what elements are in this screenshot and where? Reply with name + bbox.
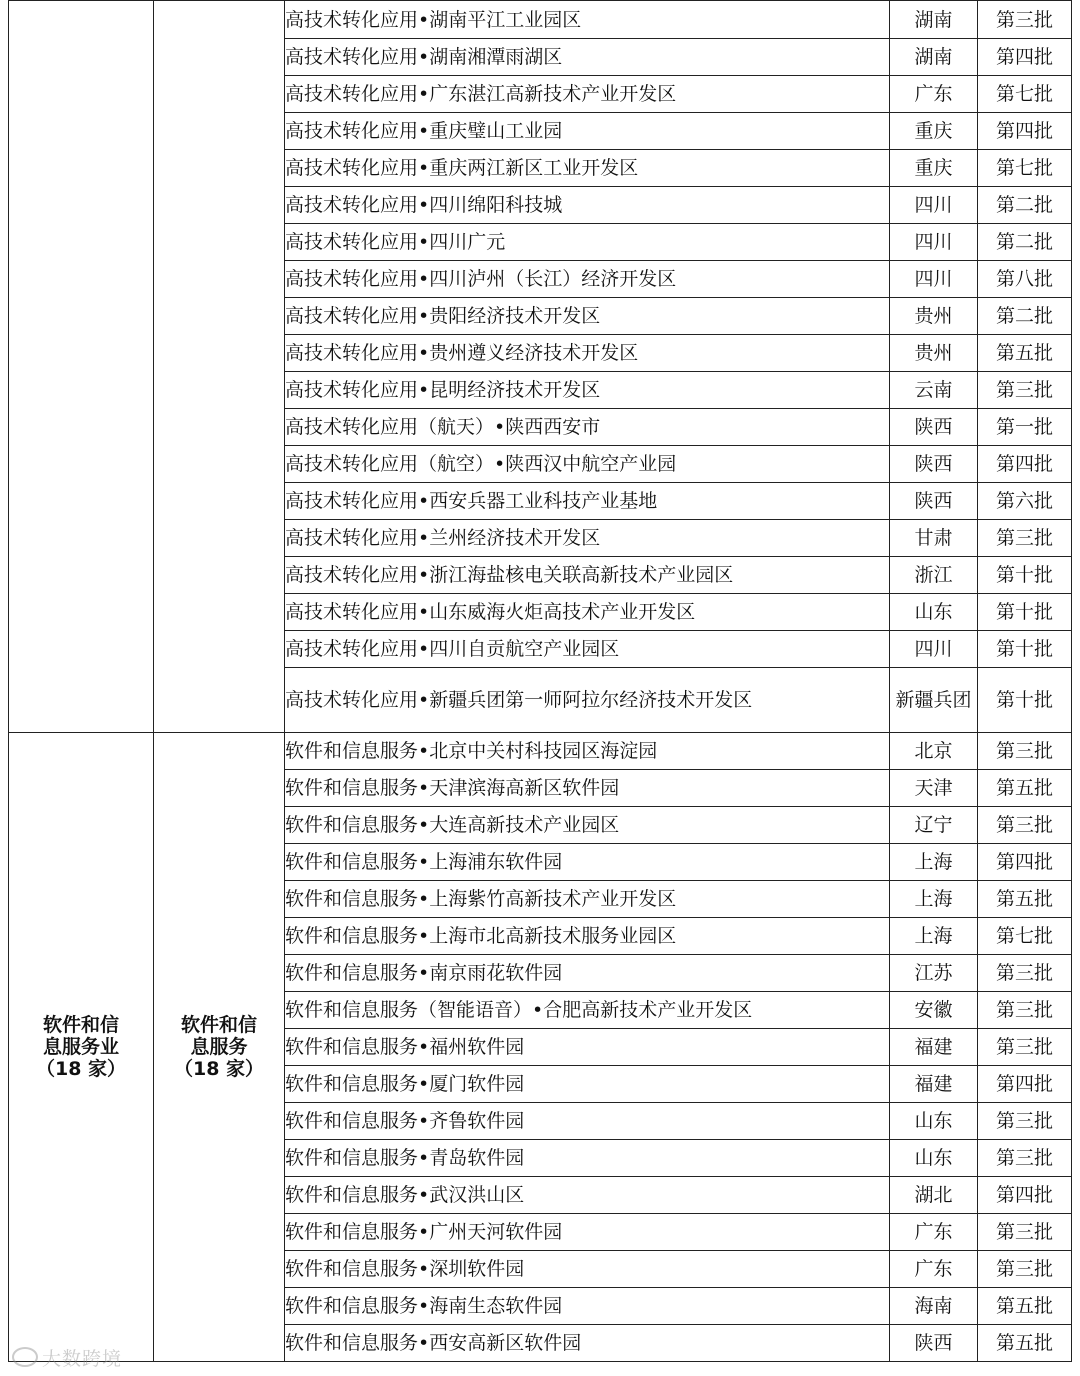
park-name: 软件和信息服务•福州软件园 xyxy=(285,1029,890,1066)
park-name: 高技术转化应用•四川广元 xyxy=(285,224,890,261)
park-name: 软件和信息服务•厦门软件园 xyxy=(285,1066,890,1103)
industry-line: （18 家） xyxy=(35,1058,127,1080)
category-line: 软件和信 xyxy=(180,1014,257,1036)
batch: 第三批 xyxy=(978,1,1072,39)
category-line: （18 家） xyxy=(173,1058,265,1080)
batch: 第三批 xyxy=(978,372,1072,409)
batch: 第五批 xyxy=(978,1288,1072,1325)
park-name: 高技术转化应用•昆明经济技术开发区 xyxy=(285,372,890,409)
batch: 第五批 xyxy=(978,1325,1072,1362)
batch: 第七批 xyxy=(978,918,1072,955)
park-name: 高技术转化应用•山东威海火炬高技术产业开发区 xyxy=(285,594,890,631)
batch: 第三批 xyxy=(978,992,1072,1029)
province: 广东 xyxy=(890,1251,978,1288)
province: 贵州 xyxy=(890,335,978,372)
category-cell-empty xyxy=(154,1,285,733)
batch: 第三批 xyxy=(978,1103,1072,1140)
park-name: 软件和信息服务•武汉洪山区 xyxy=(285,1177,890,1214)
province: 四川 xyxy=(890,224,978,261)
watermark-text: 大数跨境 xyxy=(42,1348,123,1370)
park-name: 软件和信息服务•青岛软件园 xyxy=(285,1140,890,1177)
province: 陕西 xyxy=(890,483,978,520)
park-name: 高技术转化应用（航天）•陕西西安市 xyxy=(285,409,890,446)
park-name: 高技术转化应用•四川绵阳科技城 xyxy=(285,187,890,224)
park-name: 高技术转化应用•西安兵器工业科技产业基地 xyxy=(285,483,890,520)
province: 甘肃 xyxy=(890,520,978,557)
batch: 第十批 xyxy=(978,668,1072,733)
park-name: 高技术转化应用•四川泸州（长江）经济开发区 xyxy=(285,261,890,298)
province: 山东 xyxy=(890,1140,978,1177)
batch: 第三批 xyxy=(978,1140,1072,1177)
park-name: 软件和信息服务•南京雨花软件园 xyxy=(285,955,890,992)
park-name: 高技术转化应用•四川自贡航空产业园区 xyxy=(285,631,890,668)
table-row xyxy=(9,733,1072,770)
park-name: 软件和信息服务•海南生态软件园 xyxy=(285,1288,890,1325)
batch: 第四批 xyxy=(978,844,1072,881)
park-name: 高技术转化应用•兰州经济技术开发区 xyxy=(285,520,890,557)
park-name: 软件和信息服务•西安高新区软件园 xyxy=(285,1325,890,1362)
batch: 第五批 xyxy=(978,335,1072,372)
batch: 第三批 xyxy=(978,733,1072,770)
table-row xyxy=(9,1,1072,39)
park-name: 高技术转化应用•贵州遵义经济技术开发区 xyxy=(285,335,890,372)
industry-line: 软件和信 xyxy=(42,1014,119,1036)
watermark xyxy=(12,1344,122,1371)
province: 湖南 xyxy=(890,1,978,39)
batch: 第二批 xyxy=(978,298,1072,335)
batch: 第四批 xyxy=(978,1066,1072,1103)
province: 上海 xyxy=(890,918,978,955)
batch: 第四批 xyxy=(978,1177,1072,1214)
category-cell xyxy=(154,733,285,1362)
batch: 第二批 xyxy=(978,224,1072,261)
batch: 第十批 xyxy=(978,631,1072,668)
province: 辽宁 xyxy=(890,807,978,844)
province: 湖北 xyxy=(890,1177,978,1214)
province: 贵州 xyxy=(890,298,978,335)
industry-line: 息服务业 xyxy=(42,1036,119,1058)
province: 海南 xyxy=(890,1288,978,1325)
province: 江苏 xyxy=(890,955,978,992)
park-name: 软件和信息服务•上海浦东软件园 xyxy=(285,844,890,881)
batch: 第六批 xyxy=(978,483,1072,520)
park-name: 高技术转化应用•重庆璧山工业园 xyxy=(285,113,890,150)
batch: 第五批 xyxy=(978,881,1072,918)
batch: 第四批 xyxy=(978,113,1072,150)
park-name: 高技术转化应用•新疆兵团第一师阿拉尔经济技术开发区 xyxy=(285,668,890,733)
province: 湖南 xyxy=(890,39,978,76)
batch: 第三批 xyxy=(978,1251,1072,1288)
province: 云南 xyxy=(890,372,978,409)
industry-cell xyxy=(9,733,154,1362)
province: 上海 xyxy=(890,881,978,918)
park-name: 高技术转化应用•浙江海盐核电关联高新技术产业园区 xyxy=(285,557,890,594)
industry-cell-empty xyxy=(9,1,154,733)
batch: 第四批 xyxy=(978,446,1072,483)
park-name: 软件和信息服务（智能语音）•合肥高新技术产业开发区 xyxy=(285,992,890,1029)
batch: 第十批 xyxy=(978,594,1072,631)
province: 安徽 xyxy=(890,992,978,1029)
park-name: 高技术转化应用（航空）•陕西汉中航空产业园 xyxy=(285,446,890,483)
province: 浙江 xyxy=(890,557,978,594)
park-name: 高技术转化应用•湖南平江工业园区 xyxy=(285,1,890,39)
batch: 第七批 xyxy=(978,150,1072,187)
province: 福建 xyxy=(890,1029,978,1066)
park-list-table xyxy=(8,0,1072,1362)
province: 天津 xyxy=(890,770,978,807)
batch: 第七批 xyxy=(978,76,1072,113)
province: 重庆 xyxy=(890,150,978,187)
province: 山东 xyxy=(890,1103,978,1140)
park-name: 高技术转化应用•贵阳经济技术开发区 xyxy=(285,298,890,335)
park-name: 软件和信息服务•齐鲁软件园 xyxy=(285,1103,890,1140)
batch: 第四批 xyxy=(978,39,1072,76)
batch: 第三批 xyxy=(978,1029,1072,1066)
batch: 第三批 xyxy=(978,807,1072,844)
weibo-logo-icon xyxy=(12,1347,38,1367)
province: 北京 xyxy=(890,733,978,770)
park-name: 软件和信息服务•上海市北高新技术服务业园区 xyxy=(285,918,890,955)
park-name: 软件和信息服务•大连高新技术产业园区 xyxy=(285,807,890,844)
park-name: 软件和信息服务•天津滨海高新区软件园 xyxy=(285,770,890,807)
province: 陕西 xyxy=(890,1325,978,1362)
batch: 第五批 xyxy=(978,770,1072,807)
province: 四川 xyxy=(890,187,978,224)
park-name: 软件和信息服务•深圳软件园 xyxy=(285,1251,890,1288)
province: 新疆兵团 xyxy=(890,668,978,733)
province: 四川 xyxy=(890,631,978,668)
batch: 第三批 xyxy=(978,955,1072,992)
province: 陕西 xyxy=(890,409,978,446)
batch: 第八批 xyxy=(978,261,1072,298)
park-name: 高技术转化应用•广东湛江高新技术产业开发区 xyxy=(285,76,890,113)
province: 福建 xyxy=(890,1066,978,1103)
province: 广东 xyxy=(890,76,978,113)
province: 上海 xyxy=(890,844,978,881)
province: 广东 xyxy=(890,1214,978,1251)
province: 四川 xyxy=(890,261,978,298)
park-name: 软件和信息服务•上海紫竹高新技术产业开发区 xyxy=(285,881,890,918)
park-name: 高技术转化应用•湖南湘潭雨湖区 xyxy=(285,39,890,76)
province: 山东 xyxy=(890,594,978,631)
category-line: 息服务 xyxy=(190,1036,248,1058)
batch: 第三批 xyxy=(978,520,1072,557)
batch: 第三批 xyxy=(978,1214,1072,1251)
batch: 第十批 xyxy=(978,557,1072,594)
park-name: 高技术转化应用•重庆两江新区工业开发区 xyxy=(285,150,890,187)
province: 重庆 xyxy=(890,113,978,150)
park-name: 软件和信息服务•北京中关村科技园区海淀园 xyxy=(285,733,890,770)
province: 陕西 xyxy=(890,446,978,483)
park-name: 软件和信息服务•广州天河软件园 xyxy=(285,1214,890,1251)
batch: 第一批 xyxy=(978,409,1072,446)
batch: 第二批 xyxy=(978,187,1072,224)
